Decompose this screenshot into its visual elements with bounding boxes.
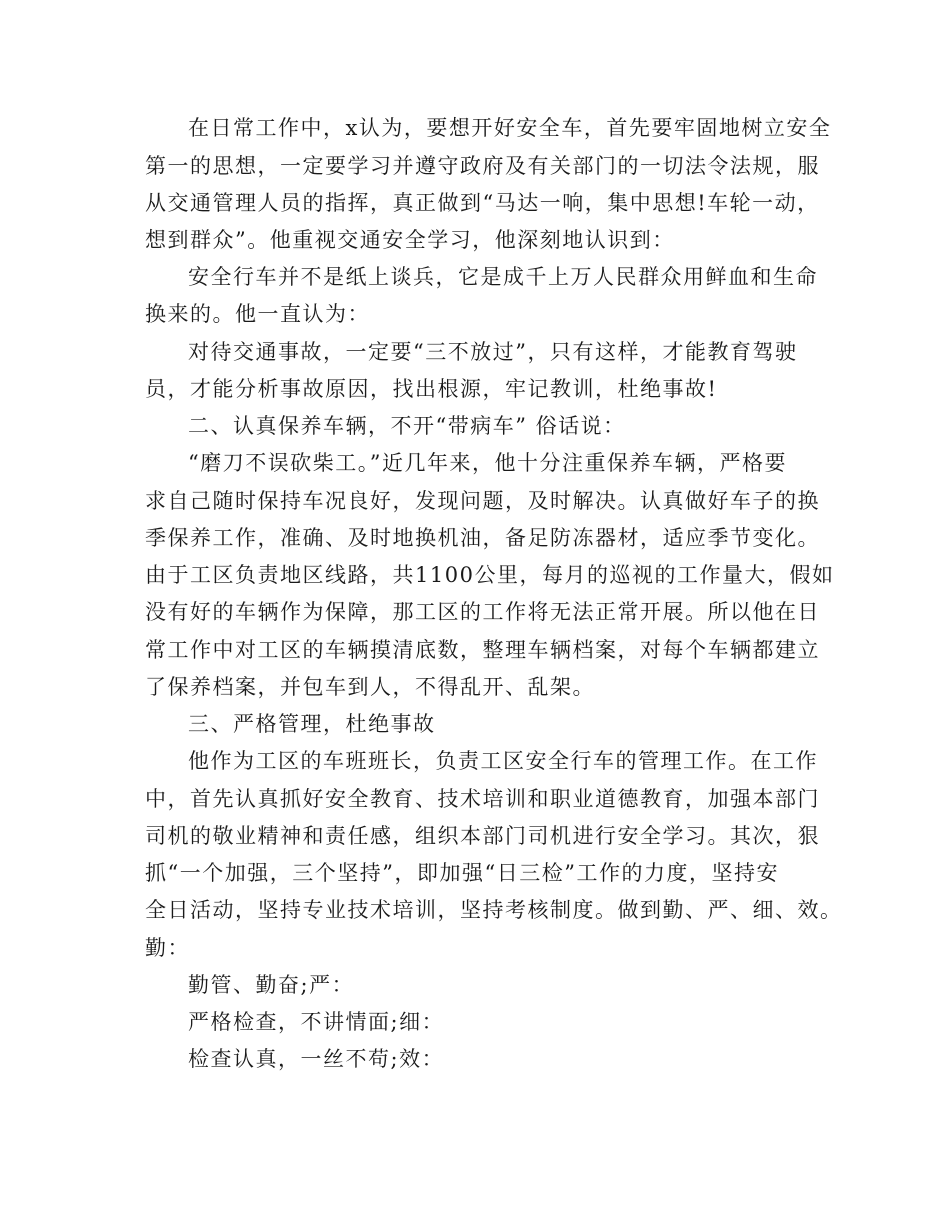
text-line: 严格检查，不讲情面;细： [188,1010,445,1034]
section-heading: 三、严格管理，杜绝事故 [188,712,436,736]
text-line: 从交通管理人员的指挥，真正做到“马达一响，集中思想!车轮一动， [145,191,820,215]
text-line: 换来的。他一直认为： [145,302,370,326]
text-line: 了保养档案，并包车到人，不得乱开、乱架。 [145,675,595,699]
text-line: 想到群众”。他重视交通安全学习，他深刻地认识到： [145,228,675,252]
text-line: 季保养工作，准确、及时地换机油，备足防冻器材，适应季节变化。 [145,526,820,550]
text-line: 员，才能分析事故原因，找出根源，牢记教训，杜绝事故! [145,377,718,401]
text-line: 检查认真，一丝不苟;效： [188,1047,445,1071]
text-line: 全日活动，坚持专业技术培训，坚持考核制度。做到勤、严、细、效。 [145,898,843,922]
text-line: 常工作中对工区的车辆摸清底数，整理车辆档案，对每个车辆都建立 [145,638,820,662]
text-line: 没有好的车辆作为保障，那工区的工作将无法正常开展。所以他在日 [145,600,820,624]
text-line: 安全行车并不是纸上谈兵，它是成千上万人民群众用鲜血和生命 [188,265,818,289]
text-line: 求自己随时保持车况良好，发现问题，及时解决。认真做好车子的换 [145,489,820,513]
text-line: 在日常工作中，x认为，要想开好安全车，首先要牢固地树立安全 [188,116,832,140]
text-line: 中，首先认真抓好安全教育、技术培训和职业道德教育，加强本部门 [145,787,820,811]
text-line: 勤： [145,936,190,960]
text-line: “磨刀不误砍柴工。”近几年来，他十分注重保养车辆，严格要 [188,451,787,475]
text-line: 对待交通事故，一定要“三不放过”，只有这样，才能教育驾驶 [188,340,798,364]
text-line: 司机的敬业精神和责任感，组织本部门司机进行安全学习。其次，狠 [145,824,820,848]
text-line: 第一的思想，一定要学习并遵守政府及有关部门的一切法令法规，服 [145,154,820,178]
text-line: 由于工区负责地区线路，共1100公里，每月的巡视的工作量大，假如 [145,563,835,587]
text-line: 抓“一个加强，三个坚持”，即加强“日三检”工作的力度，坚持安 [145,861,779,885]
text-line: 勤管、勤奋;严： [188,973,355,997]
text-line: 他作为工区的车班班长，负责工区安全行车的管理工作。在工作 [188,749,818,773]
text-line: 二、认真保养车辆，不开“带病车” 俗话说： [188,414,626,438]
